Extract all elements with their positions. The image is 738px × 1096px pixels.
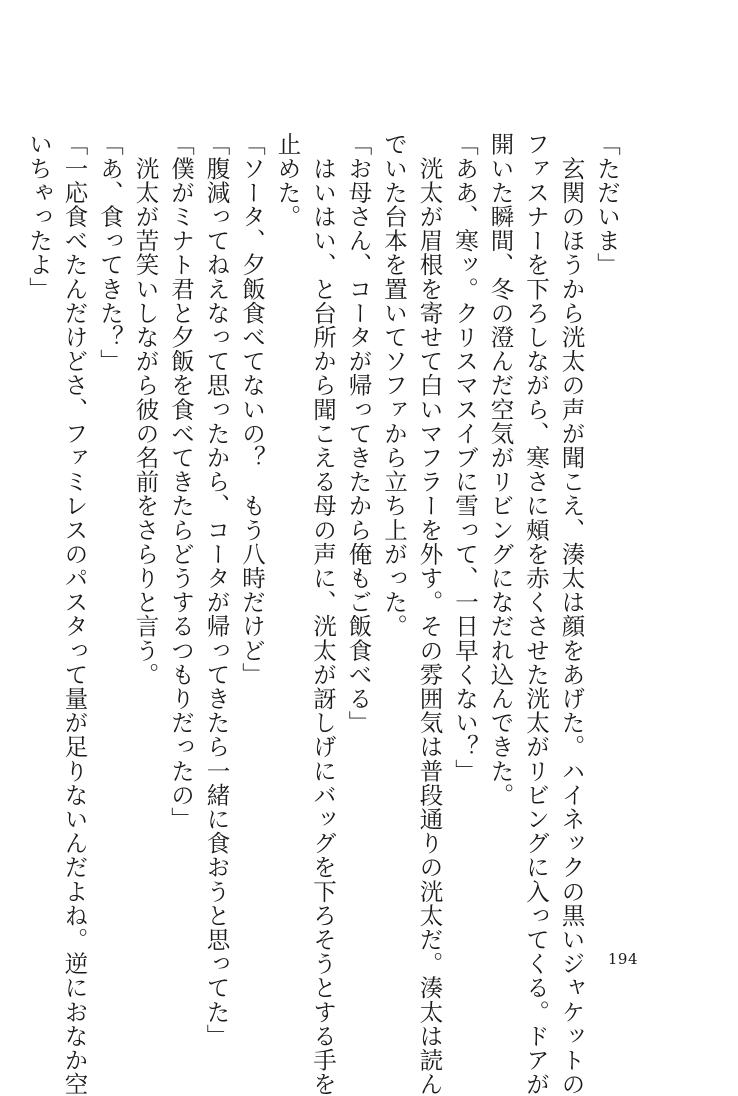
page-number: 194 bbox=[607, 950, 638, 968]
text-line: いちゃったよ」 bbox=[25, 132, 53, 301]
text-line: 「ソータ、夕飯食べてないの？ もう八時だけど」 bbox=[238, 132, 266, 687]
text-line: ファスナーを下ろしながら、寒さに頰を赤くさせた洸太がリビングに入ってくる。ドアが bbox=[522, 132, 550, 1096]
text-line: 「腹減ってねえなって思ったから、コータが帰ってきたら一緒に食おうと思ってた」 bbox=[202, 132, 231, 1048]
text-line: でいた台本を置いてソファから立ち上がった。 bbox=[380, 132, 408, 639]
text-line: 「あ、食ってきた？」 bbox=[96, 132, 124, 373]
text-line: はいはい、と台所から聞こえる母の声に、洸太が訝しげにバッグを下ろそうとする手を bbox=[309, 132, 337, 1096]
text-line: 「ああ、寒ッ。クリスマスイブに雪って、一日早くない？」 bbox=[451, 132, 479, 783]
text-line: 洸太が苦笑いしながら彼の名前をさらりと言う。 bbox=[131, 132, 160, 687]
text-line: 「僕がミナト君と夕飯を食べてきたらどうするつもりだったの」 bbox=[167, 132, 195, 831]
text-line: 「ただいま」 bbox=[593, 132, 621, 277]
text-line: 「一応食べたんだけどさ、ファミレスのパスタって量が足りないんだよね。逆におなか空 bbox=[60, 132, 89, 1096]
text-line: 「お母さん、コータが帰ってきたから俺もご飯食べる」 bbox=[344, 132, 373, 735]
text-line: 止めた。 bbox=[273, 132, 302, 229]
text-line: 玄関のほうから洸太の声が聞こえ、湊太は顔をあげた。ハイネックの黒いジャケットの bbox=[557, 132, 586, 1096]
text-line: 洸太が眉根を寄せて白いマフラーを外す。その雰囲気は普段通りの洸太だ。湊太は読ん bbox=[415, 132, 444, 1096]
text-line: 開いた瞬間、冬の澄んだ空気がリビングになだれ込んできた。 bbox=[486, 132, 515, 807]
